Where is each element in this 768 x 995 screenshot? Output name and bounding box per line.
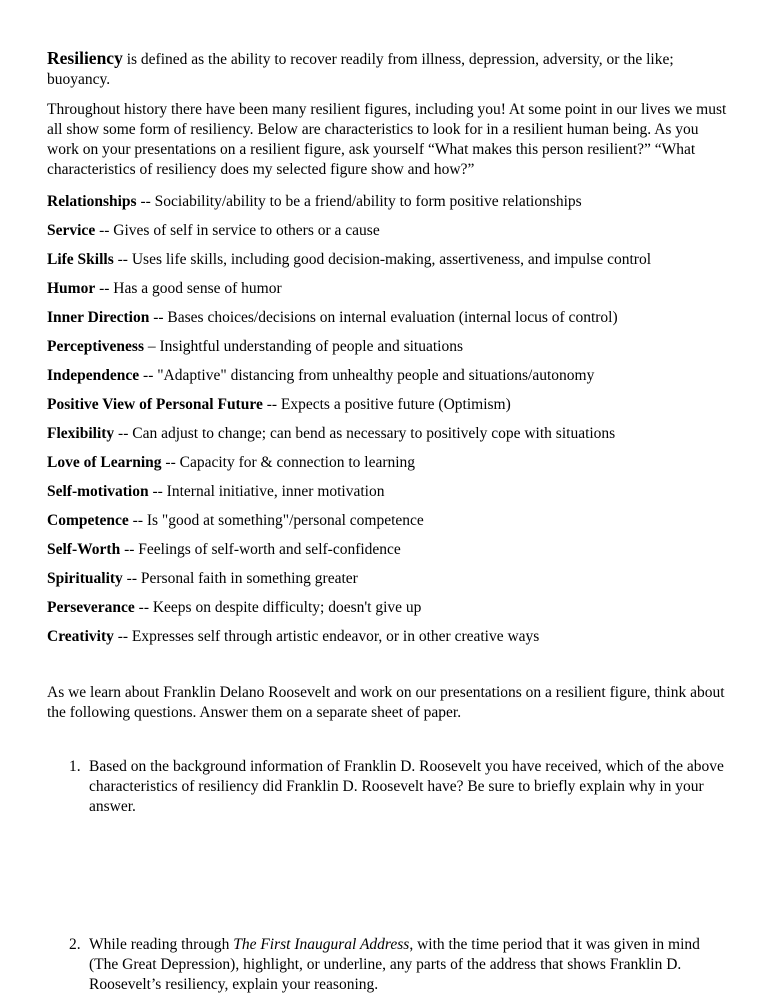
address-title: The First Inaugural Address bbox=[233, 936, 410, 953]
characteristic-desc: -- Personal faith in something greater bbox=[122, 570, 358, 587]
characteristic-name: Life Skills bbox=[47, 251, 114, 268]
resiliency-definition-text: is defined as the ability to recover readily from illness, depression, adversity, or the like; buoyancy. bbox=[47, 51, 674, 88]
characteristic-name: Flexibility bbox=[47, 425, 115, 442]
characteristic-item bbox=[47, 337, 727, 357]
characteristic-name: Self-Worth bbox=[47, 541, 121, 558]
question-text-after: , with the time period that it was given in mind (The Great Depression), highlight, or underline, any parts of the address that shows Franklin D. Roosevelt’s resiliency, explain your reasoning. bbox=[89, 936, 700, 993]
characteristic-desc: -- Bases choices/decisions on internal evaluation (internal locus of control) bbox=[149, 309, 618, 326]
characteristic-desc: -- Gives of self in service to others or a cause bbox=[95, 222, 380, 239]
characteristic-name: Humor bbox=[47, 280, 96, 297]
characteristic-item bbox=[47, 627, 727, 647]
characteristics-list bbox=[47, 192, 727, 647]
characteristic-item bbox=[47, 453, 727, 473]
question-number: 2. bbox=[69, 936, 81, 953]
characteristic-name: Competence bbox=[47, 512, 129, 529]
characteristic-desc: -- Internal initiative, inner motivation bbox=[148, 483, 385, 500]
question-item bbox=[47, 757, 727, 817]
characteristic-desc: -- Expects a positive future (Optimism) bbox=[262, 396, 511, 413]
characteristic-desc: -- "Adaptive" distancing from unhealthy people and situations/autonomy bbox=[139, 367, 595, 384]
characteristic-item bbox=[47, 395, 727, 415]
characteristic-item bbox=[47, 221, 727, 241]
characteristic-item bbox=[47, 424, 727, 444]
characteristic-name: Perceptiveness bbox=[47, 338, 144, 355]
question-text-before: While reading through bbox=[89, 936, 234, 953]
characteristic-desc: -- Sociability/ability to be a friend/ability to form positive relationships bbox=[136, 193, 582, 210]
characteristic-desc: – Insightful understanding of people and situations bbox=[144, 338, 463, 355]
characteristic-name: Creativity bbox=[47, 628, 114, 645]
characteristic-name: Inner Direction bbox=[47, 309, 150, 326]
resiliency-term: Resiliency bbox=[47, 48, 123, 68]
characteristic-item bbox=[47, 482, 727, 502]
question-text: Based on the background information of Franklin D. Roosevelt you have received, which of the above characteristics of resiliency did Franklin D. Roosevelt have? Be sure to briefly explain why in your answer. bbox=[89, 758, 724, 815]
characteristic-name: Perseverance bbox=[47, 599, 135, 616]
characteristic-name: Love of Learning bbox=[47, 454, 162, 471]
characteristic-item bbox=[47, 366, 727, 386]
characteristic-name: Self-motivation bbox=[47, 483, 149, 500]
characteristic-item bbox=[47, 279, 727, 299]
characteristic-item bbox=[47, 308, 727, 328]
characteristic-desc: -- Uses life skills, including good decision-making, assertiveness, and impulse control bbox=[113, 251, 652, 268]
characteristic-name: Positive View of Personal Future bbox=[47, 396, 263, 413]
characteristic-item bbox=[47, 192, 727, 212]
characteristic-desc: -- Capacity for & connection to learning bbox=[161, 454, 416, 471]
characteristic-desc: -- Expresses self through artistic endeavor, or in other creative ways bbox=[113, 628, 540, 645]
characteristic-name: Spirituality bbox=[47, 570, 123, 587]
characteristic-name: Relationships bbox=[47, 193, 137, 210]
document-page bbox=[47, 48, 727, 995]
characteristic-desc: -- Feelings of self-worth and self-confidence bbox=[120, 541, 401, 558]
characteristic-desc: -- Keeps on despite difficulty; doesn't give up bbox=[134, 599, 422, 616]
characteristic-desc: -- Has a good sense of humor bbox=[95, 280, 282, 297]
characteristic-item bbox=[47, 511, 727, 531]
characteristic-item bbox=[47, 598, 727, 618]
characteristic-name: Service bbox=[47, 222, 96, 239]
characteristic-name: Independence bbox=[47, 367, 140, 384]
characteristic-item bbox=[47, 569, 727, 589]
question-item bbox=[47, 935, 727, 995]
questions-intro-paragraph: As we learn about Franklin Delano Roosevelt and work on our presentations on a resilient figure, think about the following questions. Answer them on a separate sheet of paper. bbox=[47, 684, 725, 721]
characteristic-item bbox=[47, 540, 727, 560]
characteristic-item bbox=[47, 250, 727, 270]
characteristic-desc: -- Can adjust to change; can bend as necessary to positively cope with situations bbox=[114, 425, 616, 442]
question-number: 1. bbox=[69, 758, 81, 775]
questions-list bbox=[47, 757, 727, 995]
resiliency-definition bbox=[47, 48, 727, 90]
characteristic-desc: -- Is "good at something"/personal competence bbox=[128, 512, 424, 529]
intro-paragraph: Throughout history there have been many resilient figures, including you! At some point in our lives we must all show some form of resiliency. Below are characteristics to look for in a resilient human being. As you work on your presentations on a resilient figure, ask yourself “What makes this person resilient?” “What characteristics of resiliency does my selected figure show and how?” bbox=[47, 101, 727, 178]
